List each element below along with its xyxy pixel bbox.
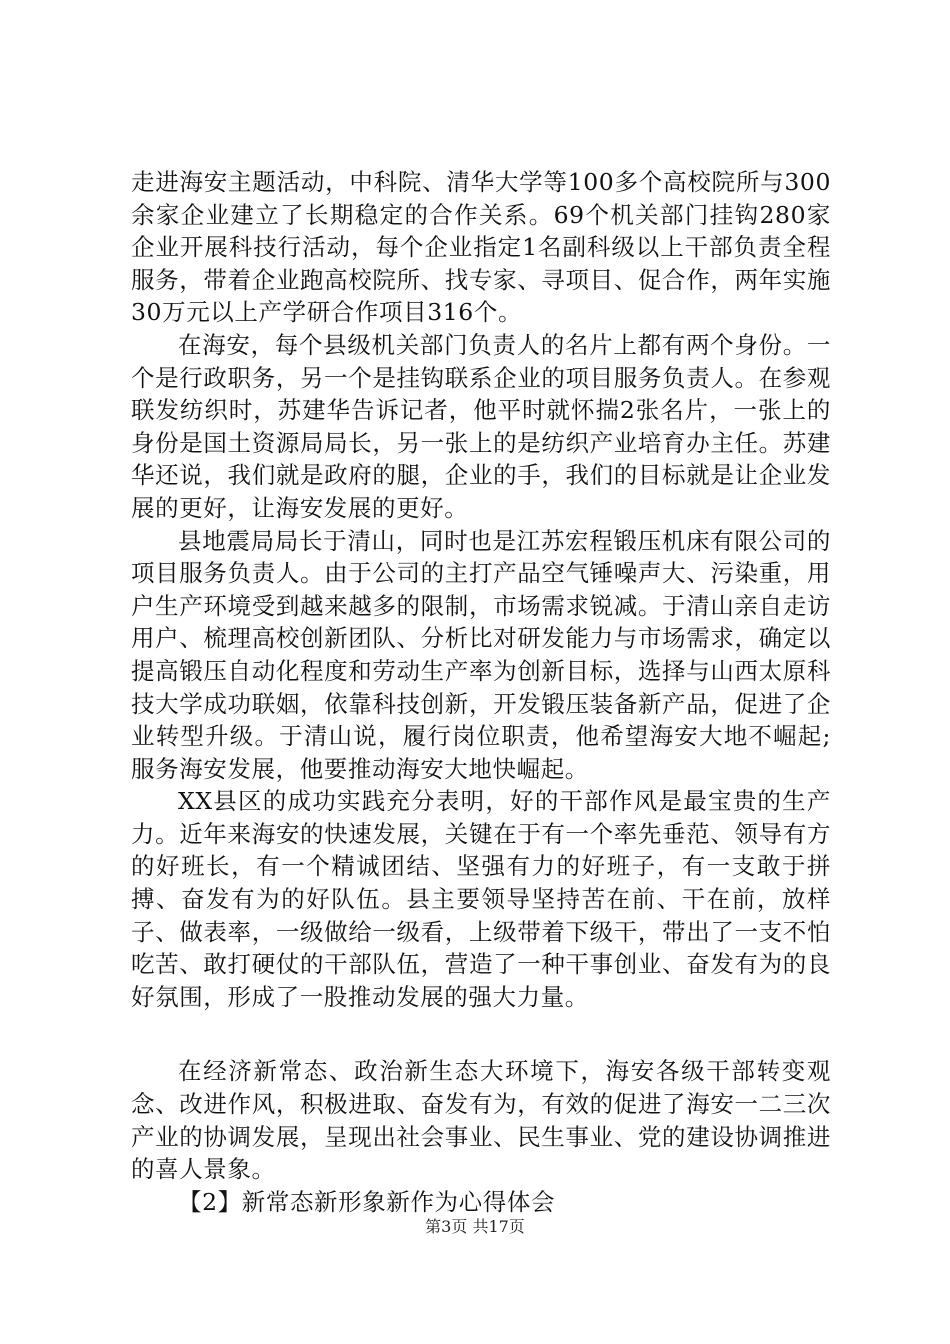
paragraph-4: XX县区的成功实践充分表明，好的干部作风是最宝贵的生产力。近年来海安的快速发展，关键在于有一个率先垂范、领导有方的好班长，有一个精诚团结、坚强有力的好班子，有一支敢于拼搏、奋发有为的好队伍。县主要领导坚持苦在前、干在前，放样子、做表率，一级做给一级看，上级带着下级干，带出了一支不怕吃苦、敢打硬仗的干部队伍，营造了一种干事创业、奋发有为的良好氛围，形成了一股推动发展的强大力量。 [131,787,831,1011]
page-footer [0,1214,950,1237]
paragraph-3: 县地震局局长于清山，同时也是江苏宏程锻压机床有限公司的项目服务负责人。由于公司的主打产品空气锤噪声大、污染重，用户生产环境受到越来越多的限制，市场需求锐减。于清山亲自走访用户、梳理高校创新团队、分析比对研发能力与市场需求，确定以提高锻压自动化程度和劳动生产率为创新目标，选择与山西太原科技大学成功联姻，依靠科技创新，开发锻压装备新产品，促进了企业转型升级。于清山说，履行岗位职责，他希望海安大地不崛起;服务海安发展，他要推动海安大地快崛起。 [131,526,831,783]
paragraph-1: 走进海安主题活动，中科院、清华大学等100多个高校院所与300余家企业建立了长期稳定的合作关系。69个机关部门挂钩280家企业开展科技行活动，每个企业指定1名副科级以上干部负责全程服务，带着企业跑高校院所、找专家、寻项目、促合作，两年实施30万元以上产学研合作项目316个。 [131,168,831,327]
section-heading: 【2】新常态新形象新作为心得体会 [178,1187,556,1216]
paragraph-5: 在经济新常态、政治新生态大环境下，海安各级干部转变观念、改进作风，积极进取、奋发有为，有效的促进了海安一二三次产业的协调发展，呈现出社会事业、民生事业、党的建设协调推进的喜人景象。 [131,1057,831,1184]
page-number-label: 第3页 共17页 [425,1217,525,1236]
document-body [131,166,831,1218]
paragraph-2: 在海安，每个县级机关部门负责人的名片上都有两个身份。一个是行政职务，另一个是挂钩联系企业的项目服务负责人。在参观联发纺织时，苏建华告诉记者，他平时就怀揣2张名片，一张上的身份是国土资源局局长，另一张上的是纺织产业培育办主任。苏建华还说，我们就是政府的腿，企业的手，我们的目标就是让企业发展的更好，让海安发展的更好。 [131,330,831,522]
